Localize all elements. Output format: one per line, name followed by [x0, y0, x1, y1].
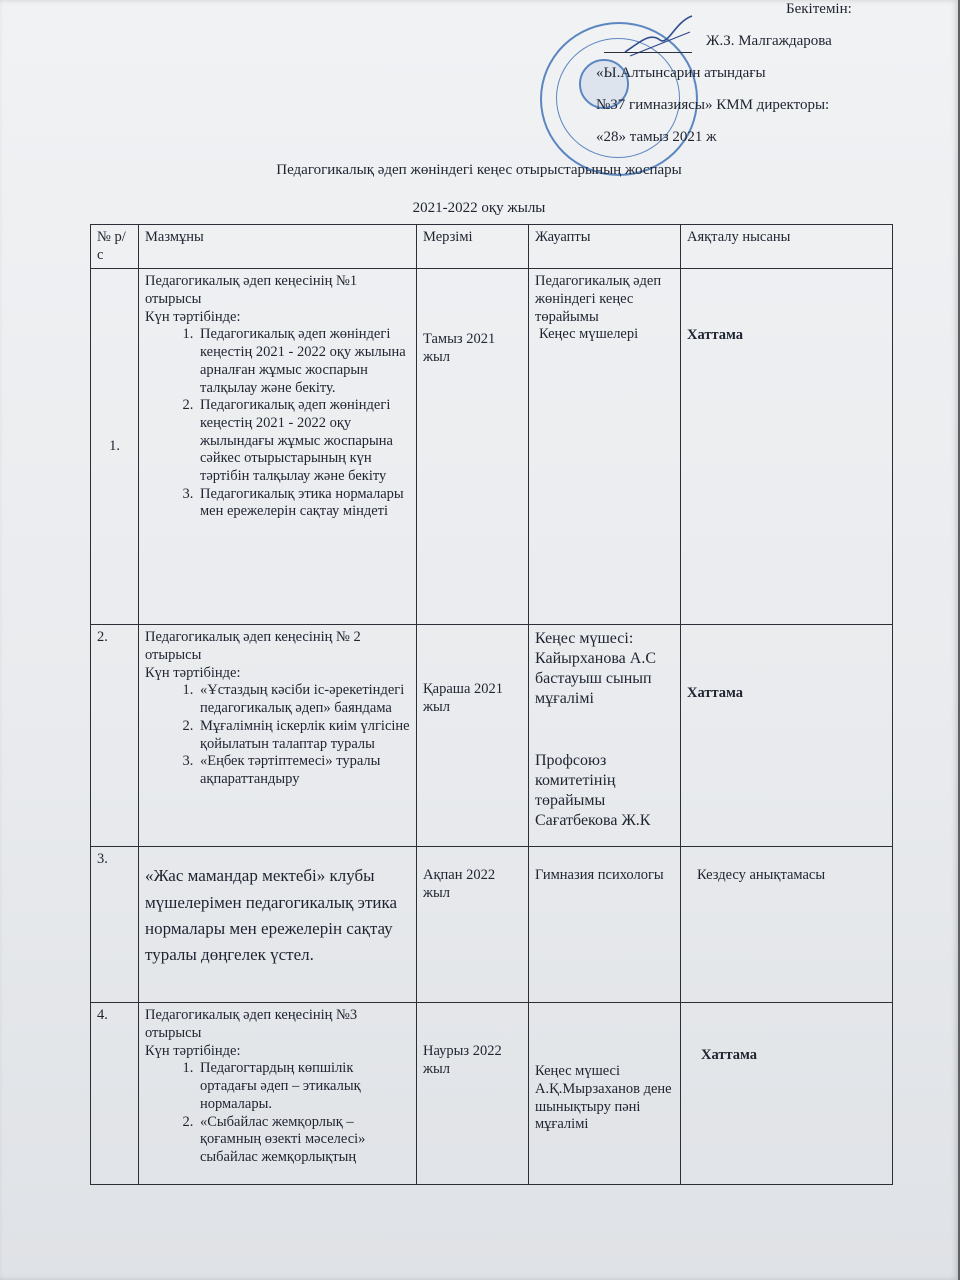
row-responsible: Кеңес мүшесі А.Қ.Мырзаханов дене шынықтыру пәні мұғалімі: [529, 1003, 681, 1185]
responsible-primary: Педагогикалық әдеп жөніндегі кеңес төрайымы: [535, 273, 662, 325]
header-deadline: Мерзімі: [417, 225, 529, 269]
agenda-label: Күн тәртібінде:: [145, 1042, 241, 1059]
list-item: 3. «Еңбек тәртіптемесі» туралы ақпараттандыру: [197, 753, 410, 788]
row-deadline: Қараша 2021 жыл: [417, 625, 529, 847]
agenda-list: [145, 326, 410, 521]
meeting-heading: Педагогикалық әдеп кеңесінің №1 отырысы: [145, 273, 358, 308]
table-row: [91, 1003, 893, 1185]
header-responsible: Жауапты: [529, 225, 681, 269]
approval-school: «Ы.Алтынсарин атындағы: [596, 65, 766, 81]
row-content: «Жас мамандар мектебі» клубы мүшелерімен педагогикалық этика нормалары мен ережелерін сақтау туралы дөңгелек үстел.: [139, 847, 417, 1003]
row-number: 4.: [91, 1003, 139, 1185]
responsible-secondary: Профсоюз комитетінің төрайымы Сағатбекова Ж.К: [535, 752, 651, 830]
list-item: 1. Педагогтардың көпшілік ортадағы әдеп – этикалық нормалары.: [197, 1060, 410, 1113]
row-deadline: Ақпан 2022 жыл: [417, 847, 529, 1003]
responsible-primary: Кеңес мүшесі: Кайырханова А.С бастауыш сынып мұғалімі: [535, 630, 656, 708]
table-row: [91, 847, 893, 1003]
row-number: 1.: [91, 269, 139, 625]
approval-position: №37 гимназиясы» КММ директоры:: [596, 97, 830, 113]
row-content: [139, 269, 417, 625]
responsible-secondary: Кеңес мүшелері: [539, 326, 639, 343]
signature-icon: [620, 12, 700, 62]
list-item: 2. «Сыбайлас жемқорлық – қоғамның өзекті мәселесі» сыбайлас жемқорлықтың: [197, 1114, 410, 1167]
agenda-list: [145, 1060, 410, 1166]
table-row: [91, 625, 893, 847]
list-item: 1. Педагогикалық әдеп жөніндегі кеңестің 2021 - 2022 оқу жылына арналған жұмыс жоспарын талқылау және бекіту.: [197, 326, 410, 397]
list-item: 2. Мұғалімнің іскерлік киім үлгісіне қойылатын талаптар туралы: [197, 718, 410, 753]
row-content: [139, 1003, 417, 1185]
agenda-list: [145, 682, 410, 788]
document-title: Педагогикалық әдеп жөніндегі кеңес отырыстарының жоспары: [276, 162, 682, 178]
list-item: 3. Педагогикалық этика нормалары мен ережелерін сақтау міндеті: [197, 486, 410, 521]
row-number: 3.: [91, 847, 139, 1003]
row-number: 2.: [91, 625, 139, 847]
plan-table: [90, 224, 893, 1185]
row-responsible: [529, 625, 681, 847]
row-content: [139, 625, 417, 847]
table-row: [91, 269, 893, 625]
row-result: Хаттама: [681, 625, 893, 847]
row-responsible: [529, 269, 681, 625]
list-item: 1. «Ұстаздың кәсіби іс-әрекетіндегі педагогикалық әдеп» баяндама: [197, 682, 410, 717]
meeting-heading: Педагогикалық әдеп кеңесінің №3 отырысы: [145, 1007, 358, 1042]
header-result: Аяқталу нысаны: [681, 225, 893, 269]
row-responsible: Гимназия психологы: [529, 847, 681, 1003]
signature-line: [604, 52, 692, 53]
approval-signer: Ж.З. Малгаждарова: [706, 33, 832, 49]
list-item: 2. Педагогикалық әдеп жөніндегі кеңестің 2021 - 2022 оқу жылындағы жұмыс жоспарына сәйкес отырыстарының күн тәртібін талқылау және бекіту: [197, 397, 410, 485]
row-result: Хаттама: [681, 1003, 893, 1185]
table-header-row: [91, 225, 893, 269]
approval-date: «28» тамыз 2021 ж: [596, 129, 717, 145]
agenda-label: Күн тәртібінде:: [145, 308, 241, 325]
header-num: № р/с: [91, 225, 139, 269]
agenda-label: Күн тәртібінде:: [145, 664, 241, 681]
document-subtitle: 2021-2022 оқу жылы: [412, 200, 546, 216]
header-content: Мазмұны: [139, 225, 417, 269]
meeting-heading: Педагогикалық әдеп кеңесінің № 2 отырысы: [145, 629, 361, 664]
approval-label: Бекітемін:: [786, 1, 852, 17]
row-result: Хаттама: [681, 269, 893, 625]
row-deadline: Наурыз 2022 жыл: [417, 1003, 529, 1185]
row-deadline: Тамыз 2021 жыл: [417, 269, 529, 625]
row-result: Кездесу анықтамасы: [681, 847, 893, 1003]
